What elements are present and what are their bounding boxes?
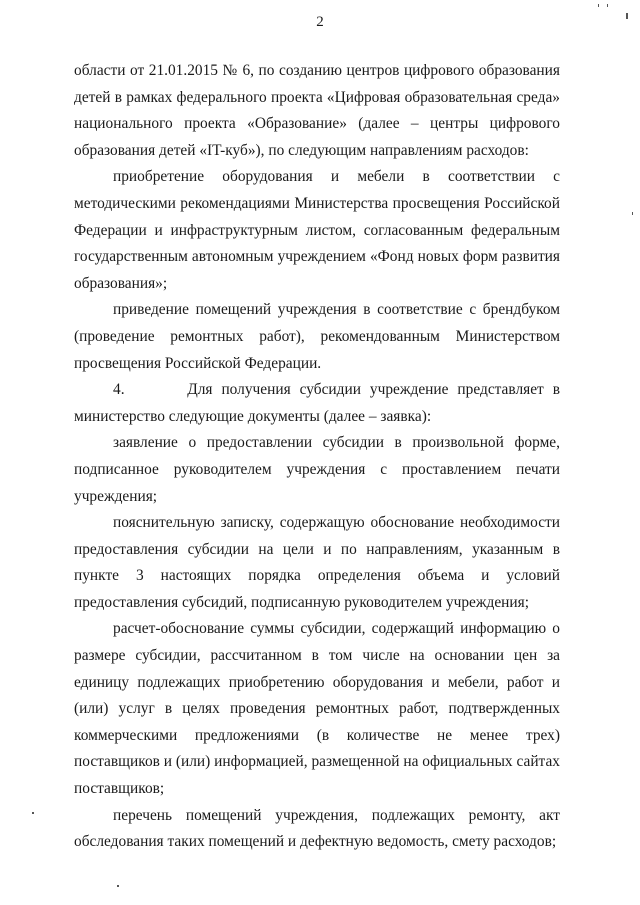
scan-mark <box>117 885 119 887</box>
scan-mark <box>632 212 633 215</box>
paragraph-item-4: 4. Для получения субсидии учреждение представляет в министерство следующие документы (далее – заявка): <box>74 381 560 425</box>
scan-mark <box>626 13 628 19</box>
scan-mark <box>32 812 34 814</box>
paragraph-explanatory-note: пояснительную записку, содержащую обоснование необходимости предоставления субсидии на цели и по направлениям, указанным в пункте 3 настоящих порядка определения объема и условий предоставления субсидий, подписанную руководителем учреждения; <box>74 514 560 611</box>
paragraph-application: заявление о предоставлении субсидии в произвольной форме, подписанное руководителем учреждения с проставлением печати учреждения; <box>74 434 560 505</box>
paragraph-calculation: расчет-обоснование суммы субсидии, содержащий информацию о размере субсидии, рассчитанном в том числе на основании цен за единицу подлежащих приобретению оборудования и мебели, работ и (или) услуг в целях проведения ремонтных работ, подтвержденных коммерческими предложениями (в количестве не менее трех) поставщиков и (или) информацией, размещенной на официальных сайтах поставщиков; <box>74 620 560 798</box>
paragraph-equipment: приобретение оборудования и мебели в соответствии с методическими рекомендациями Министерства просвещения Российской Федерации и инфраструктурным листом, согласованным федеральным государственным автономным учреждением «Фонд новых форм развития образования»; <box>74 168 560 292</box>
scan-mark <box>598 4 599 7</box>
paragraph-renovation: приведение помещений учреждения в соответствие с брендбуком (проведение ремонтных работ), рекомендованным Министерством просвещения Российской Федерации. <box>74 301 560 372</box>
paragraph-continuation: области от 21.01.2015 № 6, по созданию центров цифрового образования детей в рамках федерального проекта «Цифровая образовательная среда» национального проекта «Образование» (далее – центры цифрового образования детей «IT-куб»), по следующим направлениям расходов: <box>74 62 560 159</box>
scan-mark <box>607 4 608 7</box>
page-number: 2 <box>316 14 324 30</box>
document-body <box>74 58 560 856</box>
paragraph-premises-list: перечень помещений учреждения, подлежащих ремонту, акт обследования таких помещений и дефектную ведомость, смету расходов; <box>74 806 560 851</box>
